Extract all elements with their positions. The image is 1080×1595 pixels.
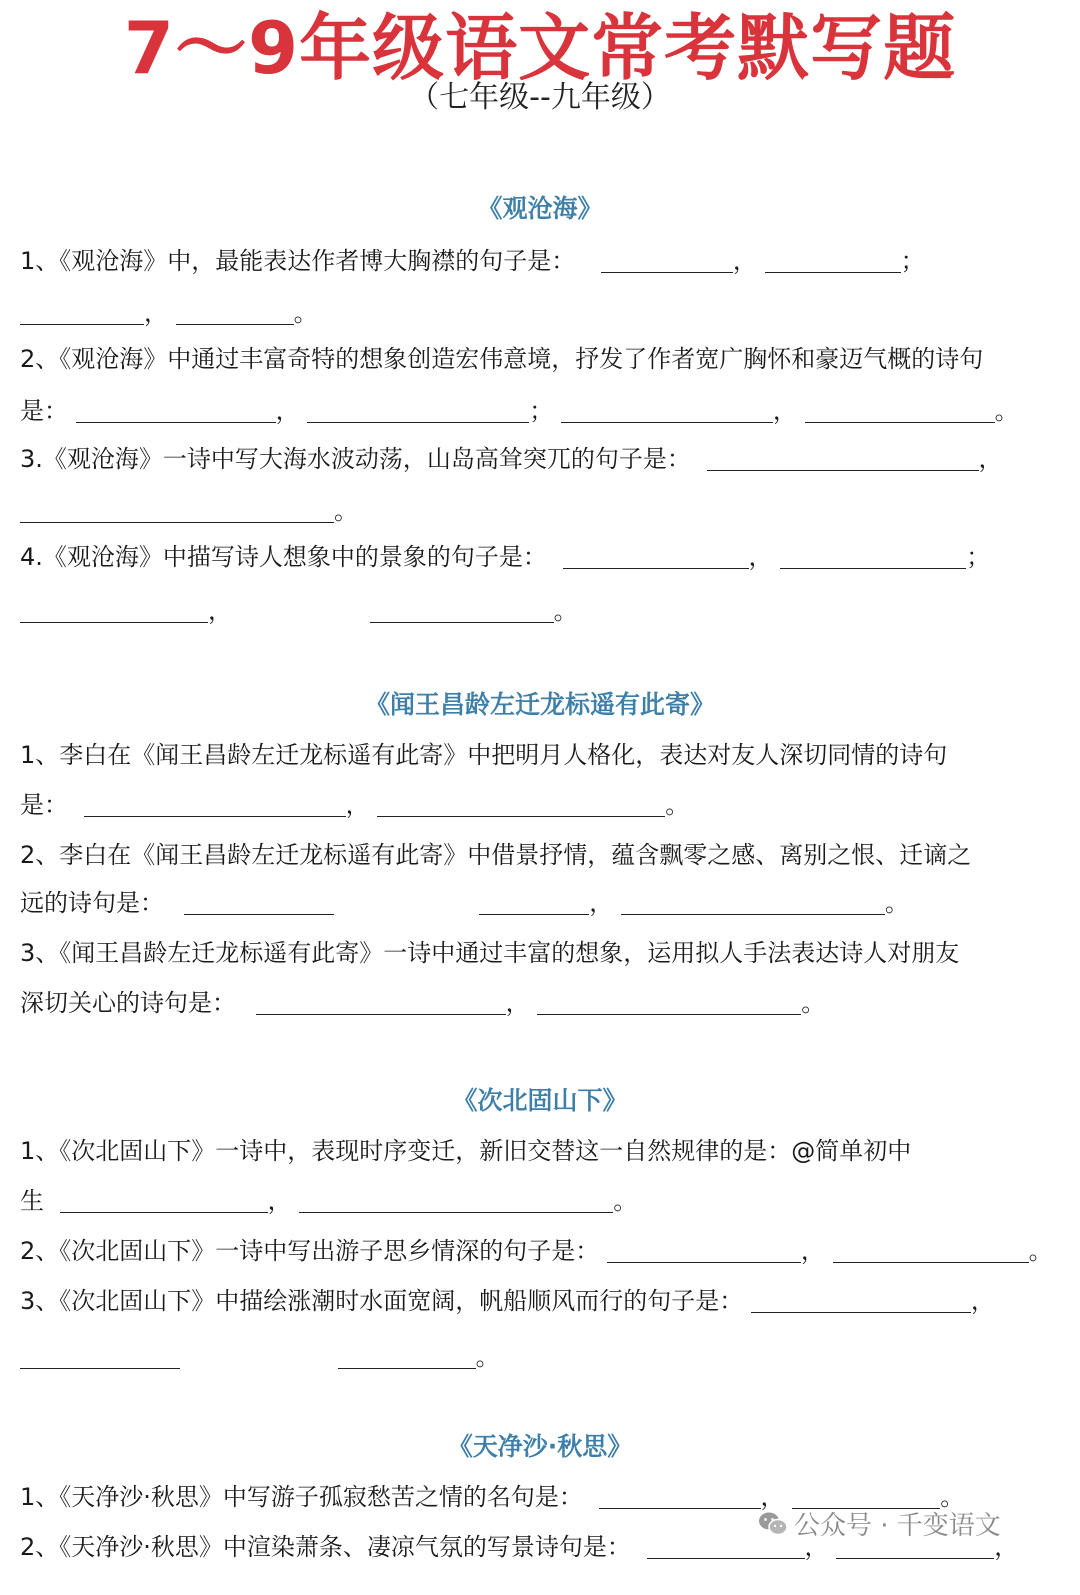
answer-blank[interactable]	[792, 1484, 940, 1509]
question-line	[20, 394, 1060, 428]
punctuation: 。	[994, 397, 1019, 425]
punctuation: 。	[665, 791, 690, 819]
punctuation: ，	[275, 397, 300, 425]
watermark-text: 公众号 · 千变语文	[794, 1511, 1001, 1541]
answer-blank[interactable]	[20, 498, 334, 523]
punctuation: ，	[804, 1533, 829, 1561]
punctuation: ；	[966, 543, 991, 571]
punctuation: 。	[884, 889, 909, 917]
answer-blank[interactable]	[84, 792, 346, 817]
answer-blank[interactable]	[338, 1344, 476, 1369]
page-subtitle: （七年级--九年级）	[409, 80, 671, 115]
answer-blank[interactable]	[563, 544, 749, 569]
punctuation: 。	[1028, 1237, 1053, 1265]
punctuation: ，	[208, 597, 232, 625]
question-text: 1、《观沧海》中，最能表达作者博大胸襟的句子是：	[20, 247, 576, 275]
question-text: 3、《闻王昌龄左迁龙标遥有此寄》一诗中通过丰富的想象，运用拟人手法表达诗人对朋友	[20, 939, 960, 967]
question-line	[20, 1340, 1060, 1374]
question-text: 4.《观沧海》中描写诗人想象中的景象的句子是：	[20, 543, 547, 571]
punctuation: ，	[505, 989, 530, 1017]
answer-blank[interactable]	[751, 1288, 971, 1313]
answer-blank[interactable]	[370, 598, 554, 623]
question-line	[20, 1234, 1060, 1268]
answer-blank[interactable]	[479, 890, 589, 915]
answer-blank[interactable]	[805, 398, 995, 423]
answer-blank[interactable]	[601, 248, 733, 273]
page-title: 7～9年级语文常考默写题	[123, 6, 957, 90]
question-text: 1、《天净沙·秋思》中写游子孤寂愁苦之情的名句是：	[20, 1483, 583, 1511]
punctuation: ，	[978, 445, 1003, 473]
question-line	[20, 244, 1060, 278]
punctuation: ；	[900, 247, 925, 275]
question-line	[20, 540, 1060, 574]
question-text: 1、李白在《闻王昌龄左迁龙标遥有此寄》中把明月人格化，表达对友人深切同情的诗句	[20, 741, 948, 769]
question-text: 3.《观沧海》一诗中写大海水波动荡，山岛高耸突兀的句子是：	[20, 445, 691, 473]
question-line	[20, 886, 1060, 920]
question-line	[20, 936, 1060, 970]
question-text: 3、《次北固山下》中描绘涨潮时水面宽阔，帆船顺风而行的句子是：	[20, 1287, 744, 1315]
answer-blank[interactable]	[707, 446, 979, 471]
question-text: 深切关心的诗句是：	[20, 989, 236, 1017]
question-line	[20, 342, 1060, 376]
question-line	[20, 442, 1060, 476]
watermark	[758, 1508, 1001, 1544]
question-line	[20, 494, 1060, 528]
answer-blank[interactable]	[176, 300, 294, 325]
section-heading-cibeigushanxia: 《次北固山下》	[452, 1086, 628, 1115]
answer-blank[interactable]	[377, 792, 665, 817]
answer-blank[interactable]	[833, 1238, 1029, 1263]
question-text: 1、《次北固山下》一诗中，表现时序变迁，新旧交替这一自然规律的是：@简单初中	[20, 1137, 912, 1165]
punctuation: ，	[267, 1187, 292, 1215]
answer-blank[interactable]	[599, 1484, 761, 1509]
wechat-icon	[758, 1511, 788, 1537]
question-text: 2、《天净沙·秋思》中渲染萧条、凄凉气氛的写景诗句是：	[20, 1533, 631, 1561]
punctuation: ，	[800, 1237, 825, 1265]
question-line	[20, 788, 1060, 822]
question-line	[20, 296, 1060, 330]
question-line	[20, 1184, 1060, 1218]
punctuation: ，	[970, 1287, 995, 1315]
question-line	[20, 594, 1060, 628]
section-heading-tianjingsha: 《天净沙·秋思》	[447, 1432, 633, 1461]
question-text: 2、《次北固山下》一诗中写出游子思乡情深的句子是：	[20, 1237, 600, 1265]
answer-blank[interactable]	[780, 544, 966, 569]
punctuation: ，	[772, 397, 797, 425]
answer-blank[interactable]	[307, 398, 529, 423]
punctuation: 。	[475, 1343, 500, 1371]
question-line	[20, 838, 1060, 872]
question-text: 2、李白在《闻王昌龄左迁龙标遥有此寄》中借景抒情，蕴含飘零之感、离别之恨、迁谪之	[20, 841, 972, 869]
section-heading-guancanghai: 《观沧海》	[477, 194, 603, 223]
answer-blank[interactable]	[537, 990, 801, 1015]
question-text: 远的诗句是：	[20, 889, 164, 917]
punctuation: 。	[613, 1187, 638, 1215]
punctuation: ，	[144, 299, 168, 327]
answer-blank[interactable]	[607, 1238, 801, 1263]
question-line	[20, 1284, 1060, 1318]
punctuation: 。	[553, 597, 578, 625]
question-text: 生	[20, 1187, 44, 1215]
punctuation: ，	[589, 889, 614, 917]
question-line	[20, 986, 1060, 1020]
answer-blank[interactable]	[20, 598, 208, 623]
answer-blank[interactable]	[20, 1344, 180, 1369]
answer-blank[interactable]	[60, 1188, 268, 1213]
punctuation: ，	[748, 543, 773, 571]
punctuation: 。	[801, 989, 826, 1017]
punctuation: ，	[732, 247, 757, 275]
answer-blank[interactable]	[184, 890, 334, 915]
punctuation: ，	[994, 1533, 1019, 1561]
question-line	[20, 738, 1060, 772]
punctuation: 。	[940, 1483, 965, 1511]
answer-blank[interactable]	[76, 398, 276, 423]
punctuation: ，	[345, 791, 370, 819]
question-text: 2、《观沧海》中通过丰富奇特的想象创造宏伟意境，抒发了作者宽广胸怀和豪迈气概的诗句	[20, 345, 984, 373]
punctuation: ；	[529, 397, 554, 425]
question-text: 是：	[20, 397, 68, 425]
punctuation: ，	[760, 1483, 785, 1511]
answer-blank[interactable]	[256, 990, 506, 1015]
punctuation: 。	[293, 299, 318, 327]
answer-blank[interactable]	[299, 1188, 613, 1213]
section-heading-wenwangchangling: 《闻王昌龄左迁龙标遥有此寄》	[364, 690, 715, 719]
answer-blank[interactable]	[20, 300, 144, 325]
question-line	[20, 1134, 1060, 1168]
answer-blank[interactable]	[561, 398, 773, 423]
punctuation: 。	[334, 497, 358, 525]
answer-blank[interactable]	[765, 248, 901, 273]
question-text: 是：	[20, 791, 68, 819]
answer-blank[interactable]	[621, 890, 885, 915]
